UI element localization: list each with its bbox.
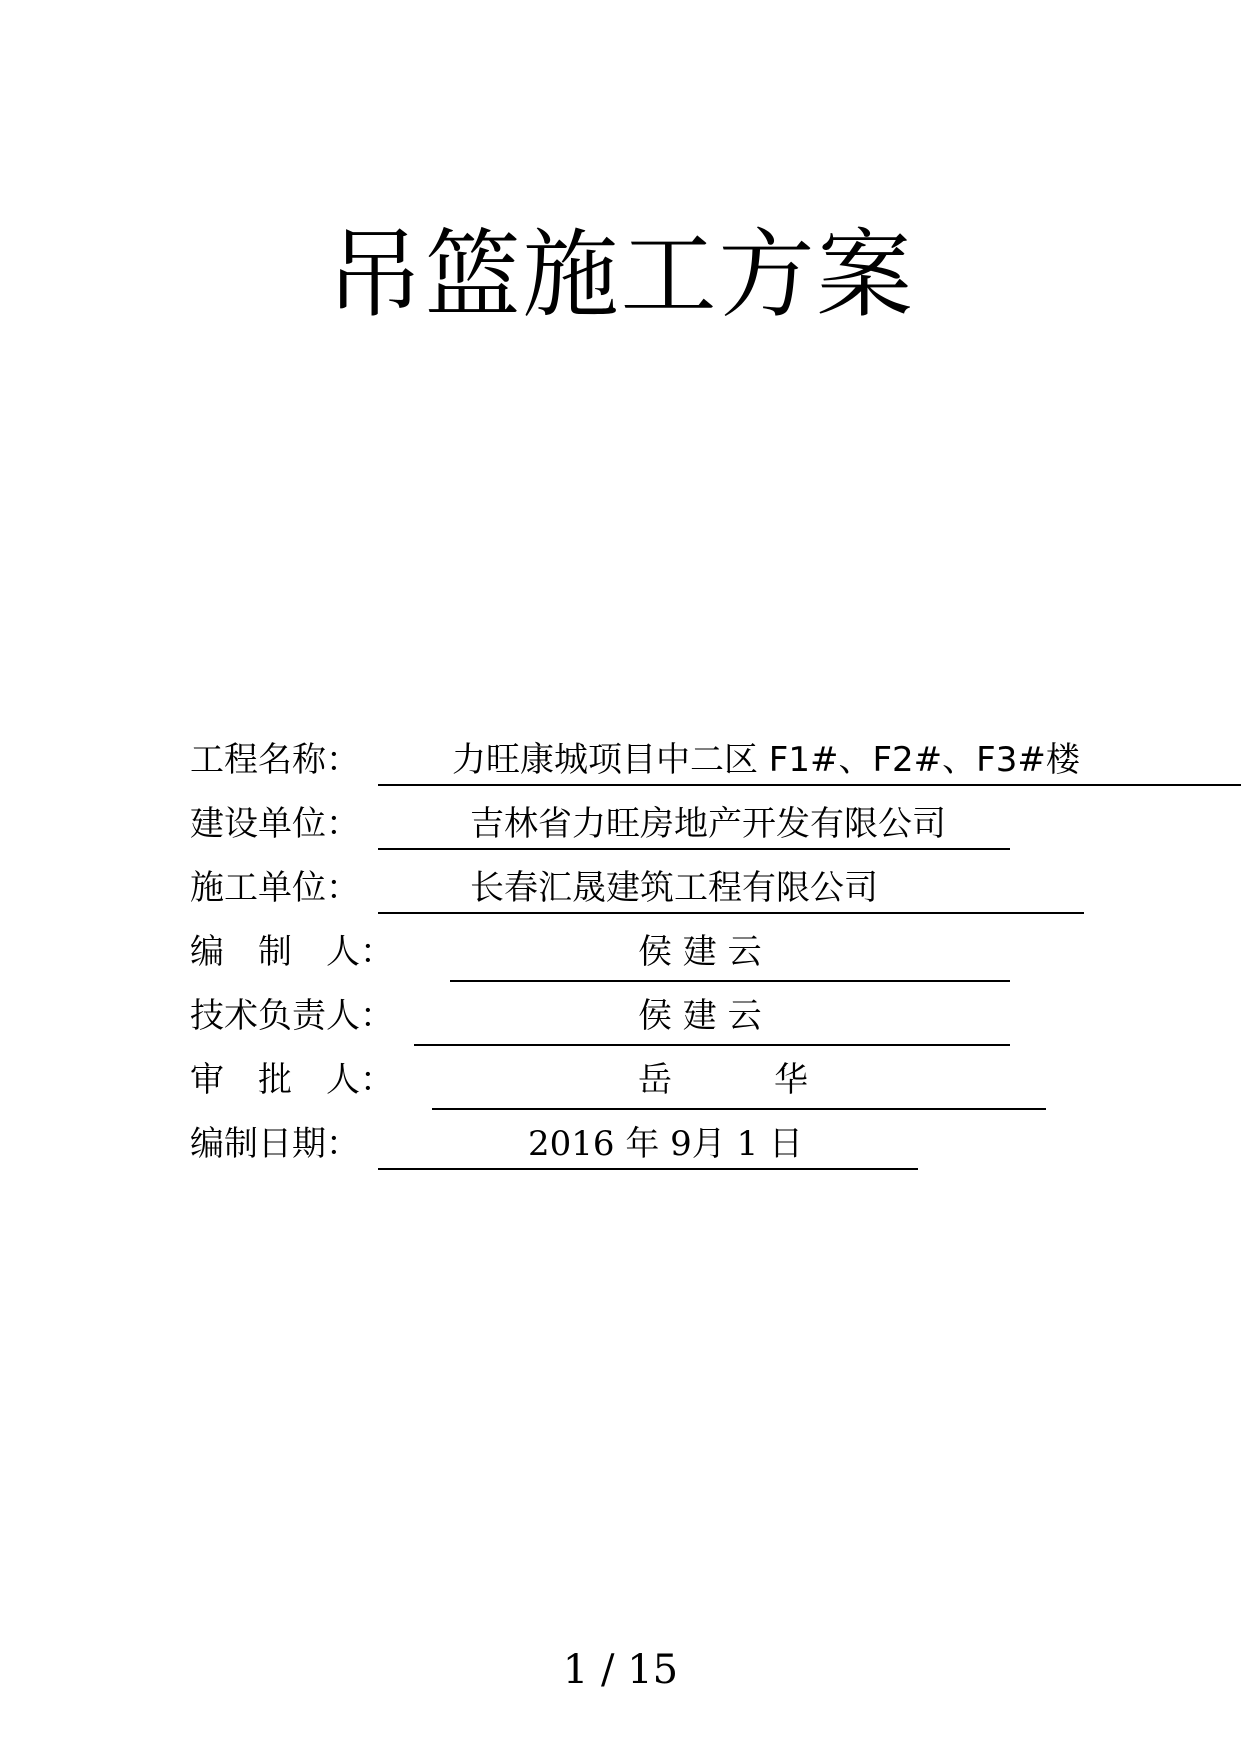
field-owner [190,802,1150,852]
field-label: 建设单位： [190,804,360,844]
field-date [190,1122,1150,1172]
field-value: 侯 建 云 [638,932,762,972]
field-project-name [190,738,1150,788]
field-author [190,930,1150,980]
field-label: 编 制 人： [190,932,394,972]
field-value: 吉林省力旺房地产开发有限公司 [470,804,946,844]
field-value: 侯 建 云 [638,996,762,1036]
field-value: 力旺康城项目中二区 F1#、F2#、F3#楼 [452,740,1080,780]
document-title: 吊篮施工方案 [326,219,915,331]
field-label: 审 批 人： [190,1060,394,1100]
field-value: 2016 年 9月 1 日 [528,1124,804,1164]
field-label: 工程名称： [190,740,360,780]
field-tech-lead [190,994,1150,1044]
field-value: 岳 华 [638,1060,808,1100]
field-approver [190,1058,1150,1108]
field-label: 编制日期： [190,1124,360,1164]
page-number: 1 / 15 [562,1647,679,1693]
field-label: 施工单位： [190,868,360,908]
field-contractor [190,866,1150,916]
field-label: 技术负责人： [190,996,394,1036]
field-value: 长春汇晟建筑工程有限公司 [470,868,878,908]
